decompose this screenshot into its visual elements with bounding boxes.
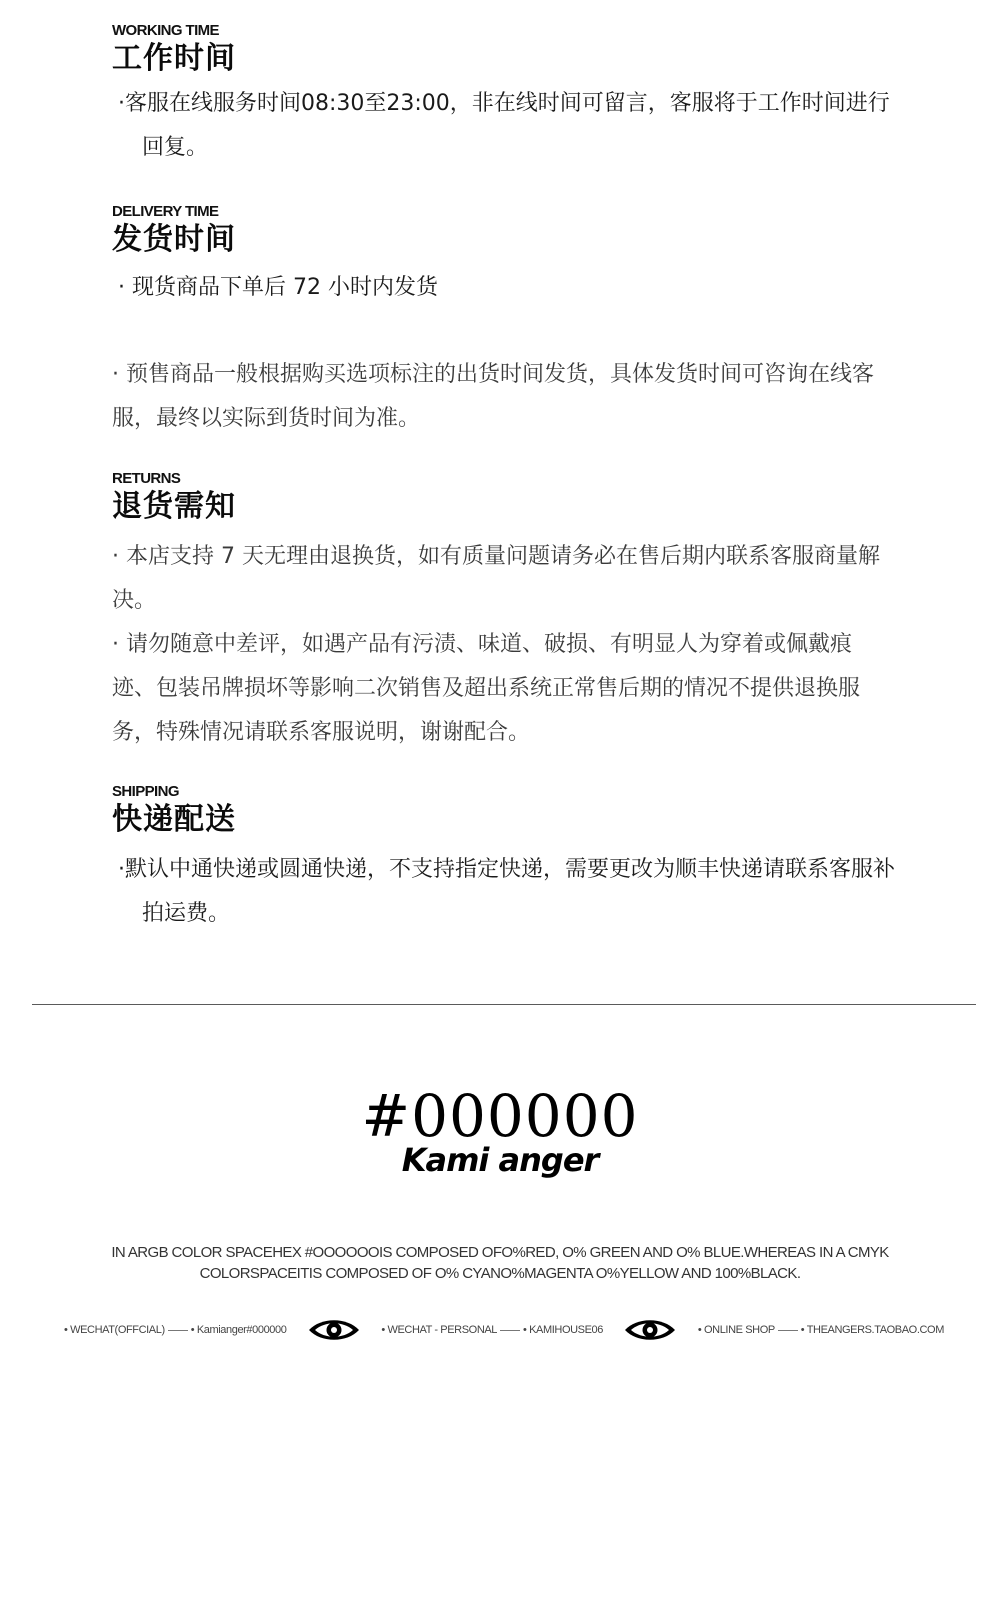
color-description	[40, 1242, 960, 1284]
dash-separator	[168, 1330, 188, 1331]
delivery-time-zh-heading: 发货时间	[112, 222, 236, 257]
eye-icon	[623, 1316, 677, 1344]
returns-review-text: · 请勿随意中差评，如遇产品有污渍、味道、破损、有明显人为穿着或佩戴痕迹、包装吊牌损坏等影响二次销售及超出系统正常售后期的情况不提供退换服务，特殊情况请联系客服说明，谢谢配合。	[112, 632, 861, 745]
contact-online-shop-label: • ONLINE SHOP	[697, 1324, 775, 1336]
contact-online-shop	[698, 1324, 944, 1336]
working-time-text: ·客服在线服务时间08:30至23:00，非在线时间可留言，客服将于工作时间进行回复。	[118, 91, 890, 160]
section-divider	[32, 1004, 976, 1005]
working-time-en-heading: WORKING TIME	[112, 22, 219, 39]
delivery-presale-text: · 预售商品一般根据购买选项标注的出货时间发货，具体发货时间可咨询在线客服，最终以实际到货时间为准。	[112, 362, 874, 431]
returns-en-heading: RETURNS	[112, 470, 181, 487]
working-time-zh-heading: 工作时间	[112, 41, 236, 76]
contact-wechat-official-label: • WECHAT(OFFCIAL)	[64, 1324, 165, 1336]
shipping-en-heading: SHIPPING	[112, 783, 179, 800]
contact-wechat-official-value: • Kamianger#000000	[190, 1324, 287, 1336]
contact-wechat-personal	[381, 1324, 603, 1336]
dash-separator	[778, 1330, 798, 1331]
contact-wechat-personal-value: • KAMIHOUSE06	[523, 1324, 603, 1336]
returns-zh-heading: 退货需知	[112, 489, 236, 524]
shipping-text: ·默认中通快递或圆通快递，不支持指定快递，需要更改为顺丰快递请联系客服补拍运费。	[118, 857, 895, 926]
eye-icon	[307, 1316, 361, 1344]
color-description-line2: COLORSPACEITIS COMPOSED OF O% CYANO%MAGENTA O%YELLOW AND 100%BLACK.	[199, 1265, 801, 1282]
contact-wechat-official	[64, 1324, 286, 1336]
contact-row	[64, 1310, 944, 1350]
contact-wechat-personal-label: • WECHAT - PERSONAL	[381, 1324, 498, 1336]
brand-logo-hex: #000000	[361, 1082, 639, 1150]
delivery-instock-text: · 现货商品下单后 72 小时内发货	[118, 275, 438, 300]
shipping-zh-heading: 快递配送	[112, 802, 236, 837]
brand-logo-name: Kami anger	[401, 1141, 599, 1179]
contact-online-shop-value: • THEANGERS.TAOBAO.COM	[800, 1324, 944, 1336]
returns-policy-text: · 本店支持 7 天无理由退换货，如有质量问题请务必在售后期内联系客服商量解决。	[112, 544, 880, 613]
delivery-time-en-heading: DELIVERY TIME	[112, 203, 219, 220]
dash-separator	[500, 1330, 520, 1331]
color-description-line1: IN ARGB COLOR SPACEHEX #OOOOOOIS COMPOSED OFO%RED, O% GREEN AND O% BLUE.WHEREAS IN A CMYK	[111, 1244, 889, 1261]
